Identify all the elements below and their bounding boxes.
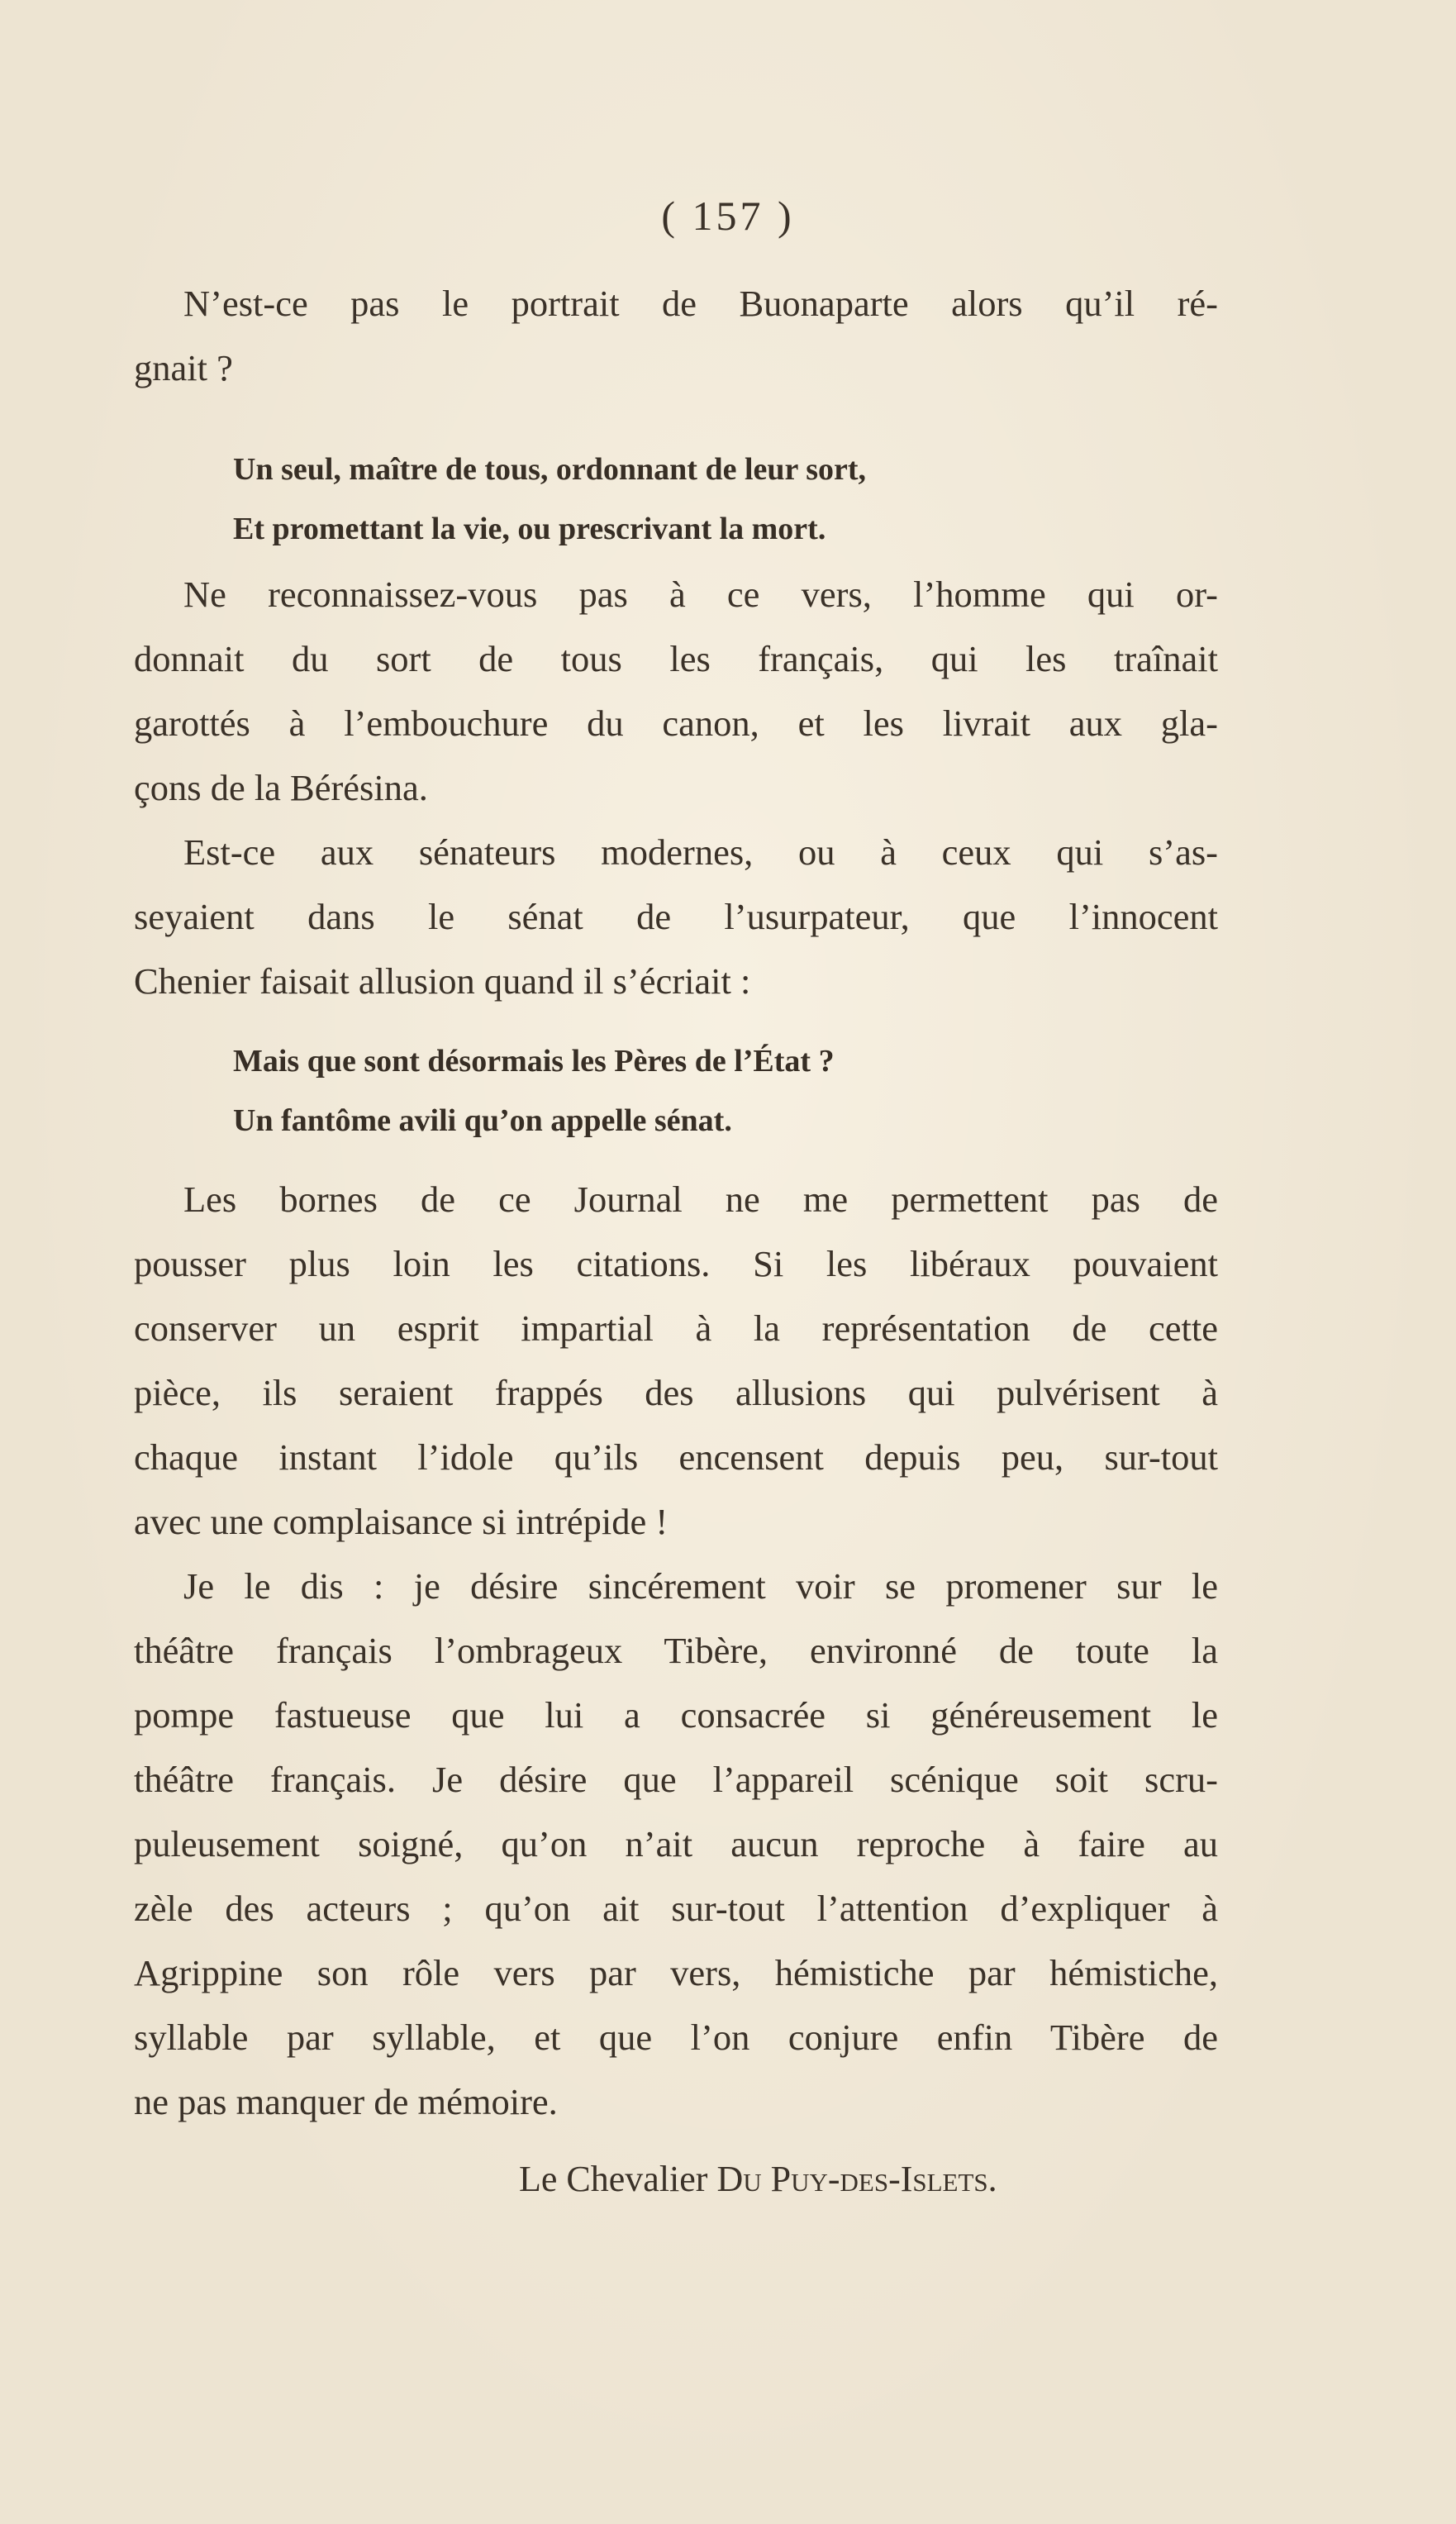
text-line: garottés à l’embouchure du canon, et les livrait aux gla-	[134, 702, 1218, 744]
text-line: gnait ?	[134, 347, 233, 388]
text-line: pousser plus loin les citations. Si les libéraux pouvaient	[134, 1243, 1218, 1284]
text-line: théâtre français. Je désire que l’appareil scénique soit scru-	[134, 1759, 1218, 1800]
paragraph-buonaparte	[134, 271, 1218, 400]
paragraph-journal	[134, 1167, 1218, 2134]
text-line: Chenier faisait allusion quand il s’écriait :	[134, 960, 751, 1002]
text-line: Ne reconnaissez-vous pas à ce vers, l’homme qui or-	[183, 574, 1218, 615]
verse-line: Un fantôme avili qu’on appelle sénat.	[233, 1103, 732, 1138]
text-line: Les bornes de ce Journal ne me permettent pas de	[183, 1179, 1218, 1220]
verse-line: Mais que sont désormais les Pères de l’État ?	[233, 1044, 835, 1079]
text-line: Agrippine son rôle vers par vers, hémistiche par hémistiche,	[134, 1952, 1218, 1993]
text-line: seyaient dans le sénat de l’usurpateur, que l’innocent	[134, 896, 1218, 937]
signature-prefix: Le Chevalier	[519, 2159, 717, 2199]
text-line: pièce, ils seraient frappés des allusions qui pulvérisent à	[134, 1372, 1218, 1413]
paragraph-beresina	[134, 562, 1218, 1013]
verse-line: Et promettant la vie, ou prescrivant la mort.	[233, 512, 826, 546]
text-line: ne pas manquer de mémoire.	[134, 2081, 558, 2122]
signature-name: Du Puy-des-Islets.	[716, 2159, 997, 2199]
text-line: syllable par syllable, et que l’on conjure enfin Tibère de	[134, 2017, 1218, 2058]
verse-quotation-2	[233, 1031, 835, 1150]
text-line: théâtre français l’ombrageux Tibère, environné de toute la	[134, 1630, 1218, 1671]
text-line: conserver un esprit impartial à la représentation de cette	[134, 1307, 1218, 1349]
text-line: çons de la Bérésina.	[134, 767, 428, 808]
text-line: zèle des acteurs ; qu’on ait sur-tout l’attention d’expliquer à	[134, 1888, 1218, 1929]
text-line: avec une complaisance si intrépide !	[134, 1501, 669, 1542]
text-line: chaque instant l’idole qu’ils encensent depuis peu, sur-tout	[134, 1436, 1218, 1478]
verse-quotation-1	[233, 440, 866, 559]
text-line: Je le dis : je désire sincérement voir se promener sur le	[183, 1565, 1218, 1607]
page-number: ( 157 )	[661, 193, 795, 239]
author-signature	[519, 2147, 997, 2212]
text-line: puleusement soigné, qu’on n’ait aucun reproche à faire au	[134, 1823, 1218, 1864]
text-line: Est-ce aux sénateurs modernes, ou à ceux qui s’as-	[183, 831, 1218, 873]
text-line: N’est-ce pas le portrait de Buonaparte alors qu’il ré-	[183, 283, 1218, 324]
text-line: donnait du sort de tous les français, qui les traînait	[134, 638, 1218, 679]
verse-line: Un seul, maître de tous, ordonnant de leur sort,	[233, 452, 867, 487]
text-line: pompe fastueuse que lui a consacrée si généreusement le	[134, 1694, 1218, 1736]
